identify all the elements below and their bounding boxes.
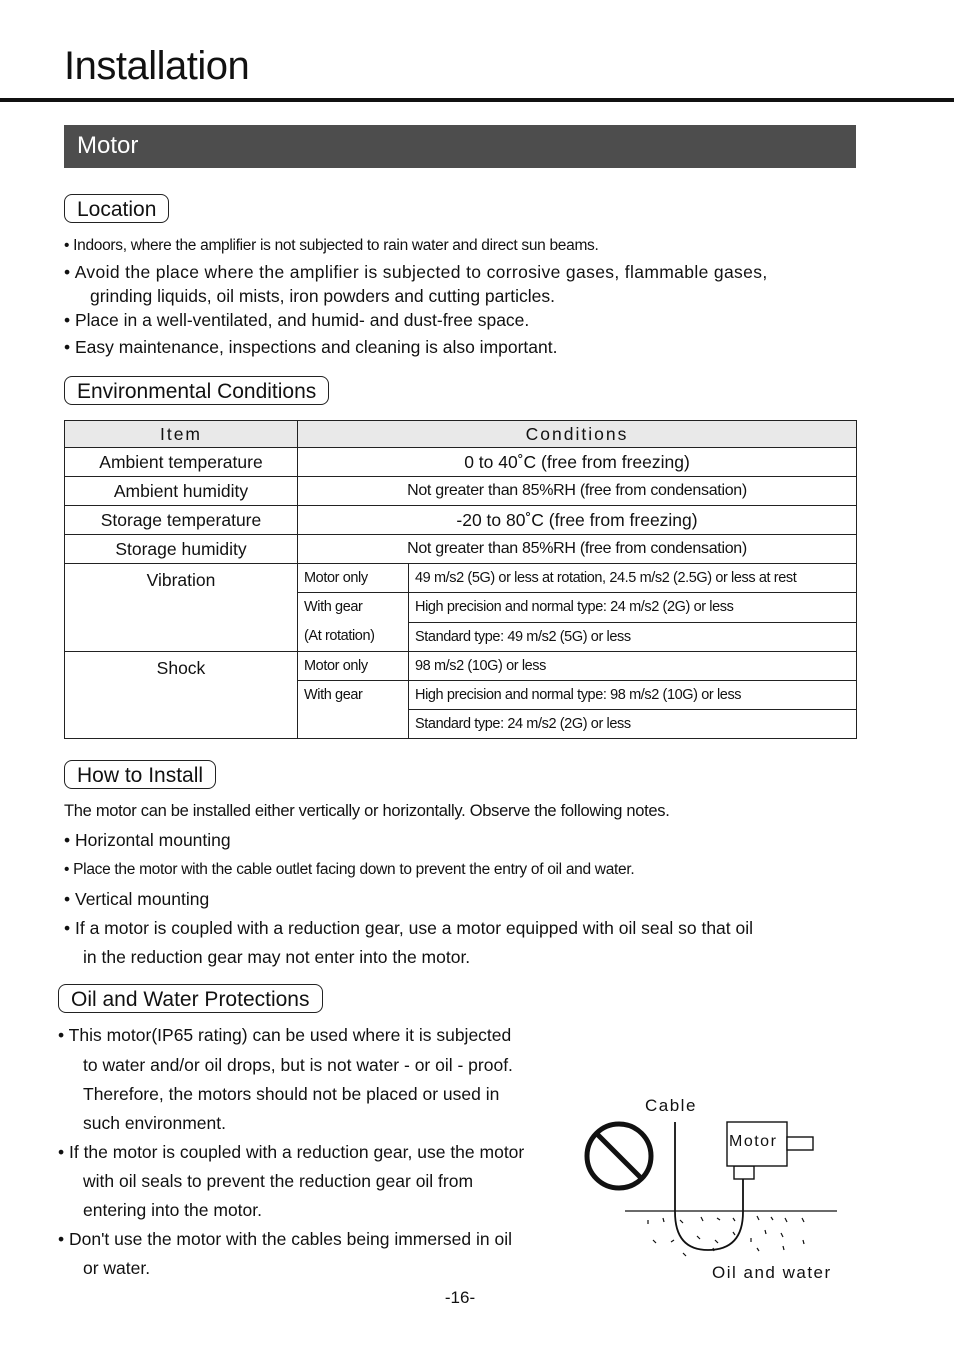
table-row: [65, 535, 857, 564]
title-divider: [0, 98, 954, 102]
cable-label: Cable: [645, 1096, 697, 1115]
column-header-conditions: Conditions: [298, 421, 857, 448]
oil-water-heading: Oil and Water Protections: [58, 984, 323, 1013]
table-row: [65, 652, 857, 681]
oil-water-line: • This motor(IP65 rating) can be used where it is subjected: [58, 1025, 512, 1045]
cell-condition: Not greater than 85%RH (free from condensation): [298, 477, 857, 506]
oil-water-line: Therefore, the motors should not be placed or used in: [83, 1084, 500, 1104]
oil-water-line: or water.: [83, 1258, 151, 1278]
cell-vibration-label: Vibration: [65, 564, 298, 652]
table-row: [65, 448, 857, 477]
location-heading: Location: [64, 194, 169, 223]
location-bullet: • Avoid the place where the amplifier is subjected to corrosive gases, flammable gases,: [64, 262, 768, 282]
cable-immersion-diagram: [575, 1090, 845, 1290]
location-bullet: • Indoors, where the amplifier is not subjected to rain water and direct sun beams.: [64, 237, 599, 254]
cell-value: Standard type: 49 m/s2 (5G) or less: [409, 622, 857, 652]
install-line-cont: in the reduction gear may not enter into the motor.: [83, 947, 471, 967]
environment-heading: Environmental Conditions: [64, 376, 329, 405]
install-line: • Vertical mounting: [64, 889, 210, 909]
oil-water-label: Oil and water: [712, 1263, 832, 1282]
environment-table: [64, 420, 857, 739]
cell-item: Ambient temperature: [65, 448, 298, 477]
location-bullet-cont: grinding liquids, oil mists, iron powders and cutting particles.: [90, 286, 555, 306]
cell-value: Standard type: 24 m/s2 (2G) or less: [409, 710, 857, 739]
column-header-item: Item: [65, 421, 298, 448]
shaft-icon: [787, 1137, 813, 1150]
motor-label: Motor: [729, 1133, 778, 1150]
connector-icon: [734, 1166, 754, 1179]
cell-value: High precision and normal type: 98 m/s2 (10G) or less: [409, 681, 857, 710]
oil-water-line: entering into the motor.: [83, 1200, 262, 1220]
oil-water-line: with oil seals to prevent the reduction gear oil from: [83, 1171, 474, 1191]
at-rotation-label: (At rotation): [304, 628, 375, 644]
oil-specks-icon: [648, 1216, 804, 1256]
cell-with-gear: With gear: [298, 681, 409, 739]
section-title: Motor: [77, 132, 139, 159]
prohibition-icon: [587, 1124, 651, 1188]
install-line: • Horizontal mounting: [64, 830, 231, 850]
install-line: • Place the motor with the cable outlet facing down to prevent the entry of oil and water.: [64, 861, 635, 878]
with-gear-label: With gear: [304, 599, 363, 615]
cell-item: Ambient humidity: [65, 477, 298, 506]
cell-shock-label: Shock: [65, 652, 298, 739]
oil-water-line: • If the motor is coupled with a reduction gear, use the motor: [58, 1142, 525, 1162]
table-header-row: [65, 421, 857, 448]
install-intro: The motor can be installed either vertically or horizontally. Observe the following notes.: [64, 802, 670, 820]
how-to-install-heading: How to Install: [64, 760, 216, 789]
table-row: [65, 564, 857, 593]
table-row: [65, 506, 857, 535]
cell-condition: -20 to 80˚C (free from freezing): [298, 506, 857, 535]
oil-water-line: to water and/or oil drops, but is not water - or oil - proof.: [83, 1055, 513, 1075]
page-number: -16-: [444, 1288, 476, 1307]
cell-condition: 0 to 40˚C (free from freezing): [298, 448, 857, 477]
cell-item: Storage temperature: [65, 506, 298, 535]
cell-with-gear: [298, 593, 409, 652]
cell-value: 98 m/s2 (10G) or less: [409, 652, 857, 681]
oil-water-line: • Don't use the motor with the cables being immersed in oil: [58, 1229, 512, 1249]
cell-motor-only: Motor only: [298, 652, 409, 681]
section-bar: [64, 125, 856, 168]
install-line: • If a motor is coupled with a reduction gear, use a motor equipped with oil seal so that oil: [64, 918, 754, 938]
page-title: Installation: [64, 44, 250, 88]
cell-motor-only: Motor only: [298, 564, 409, 593]
location-bullet: • Easy maintenance, inspections and cleaning is also important.: [64, 337, 558, 357]
cell-item: Storage humidity: [65, 535, 298, 564]
location-bullet: • Place in a well-ventilated, and humid- and dust-free space.: [64, 310, 530, 330]
table-row: [65, 477, 857, 506]
cell-condition: Not greater than 85%RH (free from condensation): [298, 535, 857, 564]
cell-value: 49 m/s2 (5G) or less at rotation, 24.5 m/s2 (2.5G) or less at rest: [409, 564, 857, 593]
cell-value: High precision and normal type: 24 m/s2 (2G) or less: [409, 593, 857, 623]
oil-water-line: such environment.: [83, 1113, 226, 1133]
